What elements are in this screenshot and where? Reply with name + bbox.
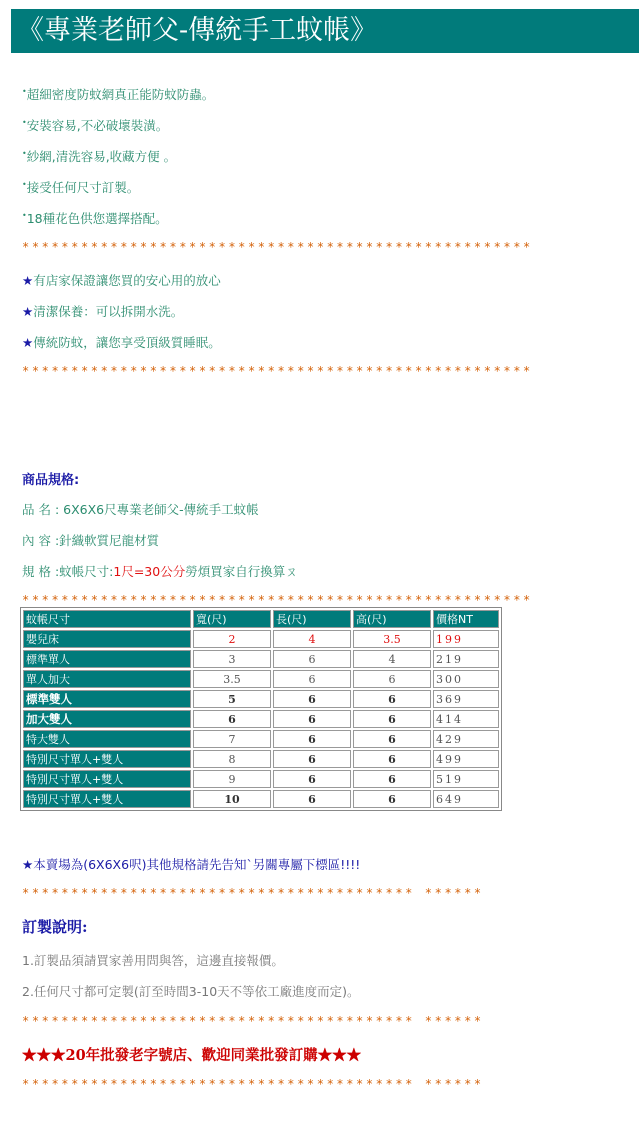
height-value: 6	[353, 710, 431, 728]
table-row	[23, 750, 499, 768]
length-value: 6	[273, 710, 351, 728]
price-value: 649	[433, 790, 499, 808]
table-header: 高(尺)	[353, 610, 431, 628]
bullet-icon: •	[22, 118, 27, 127]
size-name: 單人加大	[23, 670, 191, 688]
height-value: 6	[353, 790, 431, 808]
length-value: 6	[273, 730, 351, 748]
length-value: 6	[273, 650, 351, 668]
star-divider: **************************************** ******	[22, 1014, 484, 1028]
page-title: 《專業老師父-傳統手工蚊帳》	[11, 9, 639, 53]
spec-size: 規 格 :蚊帳尺寸:1尺=30公分勞煩買家自行換算ㄡ	[22, 564, 298, 579]
price-value: 519	[433, 770, 499, 788]
price-value: 369	[433, 690, 499, 708]
order-item: 2.任何尺寸都可定製(訂至時間3-10天不等依工廠進度而定)。	[22, 984, 360, 999]
bullet-icon: •	[22, 149, 27, 158]
feature-item: •安裝容易,不必破壞裝潢。	[22, 118, 169, 133]
promise-item: ★傳統防蚊，讓您享受頂級質睡眠。	[22, 335, 221, 350]
width-value: 2	[193, 630, 271, 648]
table-row	[23, 790, 499, 808]
price-value: 499	[433, 750, 499, 768]
price-value: 219	[433, 650, 499, 668]
table-header-row	[23, 610, 499, 628]
length-value: 4	[273, 630, 351, 648]
table-header: 蚊帳尺寸	[23, 610, 191, 628]
width-value: 6	[193, 710, 271, 728]
price-value: 199	[433, 630, 499, 648]
feature-item: •18種花色供您選擇搭配。	[22, 211, 168, 226]
table-row	[23, 770, 499, 788]
width-value: 9	[193, 770, 271, 788]
height-value: 6	[353, 750, 431, 768]
height-value: 3.5	[353, 630, 431, 648]
width-value: 5	[193, 690, 271, 708]
table-row	[23, 730, 499, 748]
spec-name: 品 名 : 6X6X6尺專業老師父-傳統手工蚊帳	[22, 502, 259, 517]
table-header: 長(尺)	[273, 610, 351, 628]
price-value: 300	[433, 670, 499, 688]
table-header: 價格NT	[433, 610, 499, 628]
feature-item: •接受任何尺寸訂製。	[22, 180, 140, 195]
length-value: 6	[273, 750, 351, 768]
length-value: 6	[273, 670, 351, 688]
table-row	[23, 630, 499, 648]
size-name: 嬰兒床	[23, 630, 191, 648]
bullet-icon: •	[22, 211, 27, 220]
table-row	[23, 690, 499, 708]
table-row	[23, 670, 499, 688]
bullet-icon: •	[22, 87, 27, 96]
promise-item: ★有店家保證讓您買的安心用的放心	[22, 273, 221, 288]
size-note: ★本賣場為(6X6X6呎)其他規格請先告知`另關專屬下標區!!!!	[22, 857, 361, 872]
width-value: 7	[193, 730, 271, 748]
width-value: 10	[193, 790, 271, 808]
size-name: 加大雙人	[23, 710, 191, 728]
width-value: 3.5	[193, 670, 271, 688]
table-row	[23, 650, 499, 668]
length-value: 6	[273, 790, 351, 808]
height-value: 6	[353, 770, 431, 788]
star-divider: ****************************************************	[22, 240, 533, 254]
size-price-table	[20, 607, 502, 811]
spec-heading: 商品規格:	[22, 473, 80, 488]
star-icon: ★	[22, 273, 34, 288]
length-value: 6	[273, 770, 351, 788]
size-name: 特別尺寸單人+雙人	[23, 770, 191, 788]
feature-item: •超細密度防蚊網真正能防蚊防蟲。	[22, 87, 215, 102]
price-value: 429	[433, 730, 499, 748]
star-divider: ****************************************************	[22, 364, 533, 378]
table-header: 寬(尺)	[193, 610, 271, 628]
wholesale-banner: ★★★20年批發老字號店、歡迎同業批發訂購★★★	[22, 1047, 362, 1064]
table-row	[23, 710, 499, 728]
size-name: 特別尺寸單人+雙人	[23, 790, 191, 808]
spec-content: 內 容 :針織軟質尼龍材質	[22, 533, 160, 548]
feature-item: •紗網,清洗容易,收藏方便 。	[22, 149, 177, 164]
star-divider: **************************************** ******	[22, 886, 484, 900]
star-divider: ****************************************************	[22, 593, 533, 607]
size-name: 標準雙人	[23, 690, 191, 708]
height-value: 6	[353, 670, 431, 688]
bullet-icon: •	[22, 180, 27, 189]
order-item: 1.訂製品須請買家善用問與答，這邊直接報價。	[22, 953, 284, 968]
size-name: 標準單人	[23, 650, 191, 668]
size-name: 特大雙人	[23, 730, 191, 748]
size-name: 特別尺寸單人+雙人	[23, 750, 191, 768]
width-value: 8	[193, 750, 271, 768]
order-heading: 訂製說明:	[22, 918, 88, 936]
height-value: 6	[353, 690, 431, 708]
promise-item: ★清潔保養：可以拆開水洗。	[22, 304, 184, 319]
width-value: 3	[193, 650, 271, 668]
height-value: 6	[353, 730, 431, 748]
star-icon: ★	[22, 304, 34, 319]
height-value: 4	[353, 650, 431, 668]
star-icon: ★	[22, 335, 34, 350]
price-value: 414	[433, 710, 499, 728]
star-divider: **************************************** ******	[22, 1077, 484, 1091]
length-value: 6	[273, 690, 351, 708]
